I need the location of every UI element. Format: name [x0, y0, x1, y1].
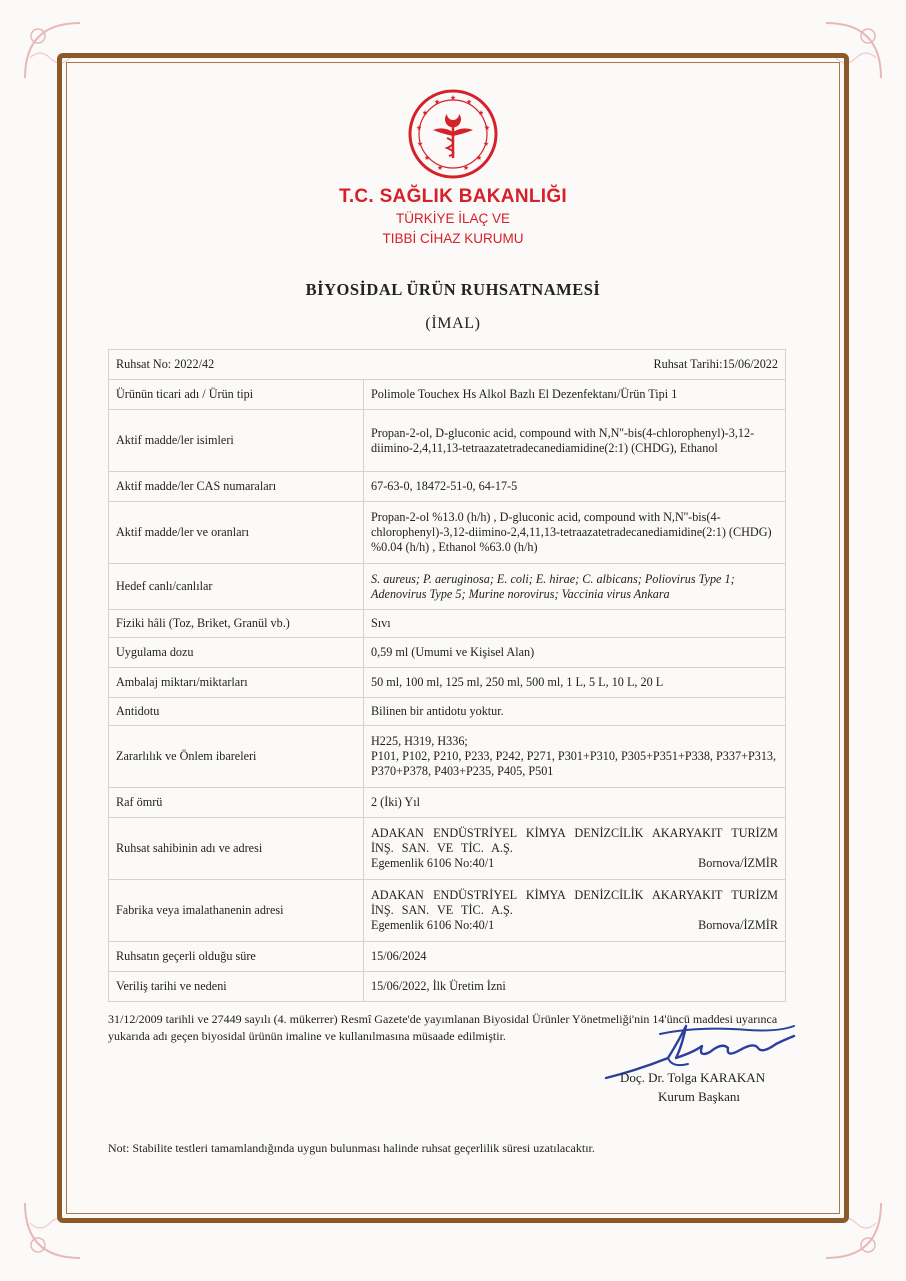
row-value: 15/06/2024: [364, 942, 786, 972]
company-name: ADAKAN ENDÜSTRİYEL KİMYA DENİZCİLİK AKARYAKIT TURİZM İNŞ. SAN. VE TİC. A.Ş.: [371, 826, 778, 855]
factory-street: Egemenlik 6106 No:40/1: [371, 918, 495, 932]
row-label: Ruhsatın geçerli olduğu süre: [109, 942, 364, 972]
row-value: S. aureus; P. aeruginosa; E. coli; E. hirae; C. albicans; Poliovirus Type 1; Adenovirus Type 5; Murine norovirus; Vaccinia virus Ankara: [364, 564, 786, 610]
row-label: Uygulama dozu: [109, 638, 364, 668]
agency-name-line2: TIBBİ CİHAZ KURUMU: [382, 231, 524, 246]
row-value: Propan-2-ol, D-gluconic acid, compound with N,N''-bis(4-chlorophenyl)-3,12-diimino-2,4,11,13-tetraazatetradecanediamidine(2:1) (CHDG), Ethanol: [364, 410, 786, 472]
row-value: 67-63-0, 18472-51-0, 64-17-5: [364, 472, 786, 502]
table-row: [109, 698, 786, 726]
table-row: [109, 410, 786, 472]
document-title: BİYOSİDAL ÜRÜN RUHSATNAMESİ: [305, 280, 601, 299]
ministry-title: T.C. SAĞLIK BAKANLIĞI: [339, 186, 567, 207]
table-row: [109, 668, 786, 698]
svg-text:★: ★: [482, 140, 490, 148]
row-value: 50 ml, 100 ml, 125 ml, 250 ml, 500 ml, 1 L, 5 L, 10 L, 20 L: [364, 668, 786, 698]
svg-text:★: ★: [449, 94, 457, 102]
svg-text:★: ★: [462, 164, 470, 172]
row-value: [364, 818, 786, 880]
row-value: [364, 880, 786, 942]
svg-text:★: ★: [415, 124, 423, 132]
svg-text:★: ★: [465, 98, 473, 106]
table-row: [109, 788, 786, 818]
table-row: [109, 472, 786, 502]
document-subtitle: (İMAL): [425, 315, 481, 332]
row-label: Ambalaj miktarı/miktarları: [109, 668, 364, 698]
company-street: Egemenlik 6106 No:40/1: [371, 856, 495, 870]
svg-text:★: ★: [421, 109, 429, 117]
permit-details-table: [108, 349, 786, 1002]
row-value: Propan-2-ol %13.0 (h/h) , D-gluconic acid, compound with N,N''-bis(4-chlorophenyl)-3,12-diimino-2,4,11,13-tetraazatetradecanediamidine(2:1) (CHDG) %0.04 (h/h) , Ethanol %63.0 (h/h): [364, 502, 786, 564]
svg-text:★: ★: [433, 98, 441, 106]
row-label: Fabrika veya imalathanenin adresi: [109, 880, 364, 942]
authorization-statement: 31/12/2009 tarihli ve 27449 sayılı (4. mükerrer) Resmî Gazete'de yayımlanan Biyosidal Ürünler Yönetmeliği'nin 14'üncü maddesi uyarınca yukarıda adı geçen biyosidal ürünün imaline ve kullanılmasına müsaade edilmiştir.: [108, 1012, 778, 1043]
table-row: [109, 726, 786, 788]
footnote: Not: Stabilite testleri tamamlandığında uygun bulunması halinde ruhsat geçerlilik süresi uzatılacaktır.: [108, 1141, 595, 1155]
precaution-statements: P101, P102, P210, P233, P242, P271, P301+P310, P305+P351+P338, P337+P313, P370+P378, P403+P235, P405, P501: [371, 749, 777, 778]
signer-name: Doç. Dr. Tolga KARAKAN: [620, 1070, 766, 1085]
svg-text:★: ★: [483, 124, 491, 132]
row-label: Raf ömrü: [109, 788, 364, 818]
svg-text:★: ★: [475, 154, 483, 162]
table-row: [109, 564, 786, 610]
permit-header-cell: [109, 350, 786, 380]
permit-number: Ruhsat No: 2022/42: [116, 357, 215, 371]
svg-text:★: ★: [416, 140, 424, 148]
row-label: Hedef canlı/canlılar: [109, 564, 364, 610]
company-city: Bornova/İZMİR: [698, 856, 778, 870]
row-label: Veriliş tarihi ve nedeni: [109, 972, 364, 1002]
table-row: [109, 350, 786, 380]
table-row: [109, 818, 786, 880]
factory-city: Bornova/İZMİR: [698, 918, 778, 932]
row-value: Bilinen bir antidotu yoktur.: [364, 698, 786, 726]
svg-text:★: ★: [436, 164, 444, 172]
svg-text:★: ★: [423, 154, 431, 162]
row-label: Aktif madde/ler ve oranları: [109, 502, 364, 564]
row-label: Aktif madde/ler CAS numaraları: [109, 472, 364, 502]
row-value: Sıvı: [364, 610, 786, 638]
table-row: [109, 942, 786, 972]
ministry-logo-icon: [407, 88, 499, 180]
table-row: [109, 380, 786, 410]
hazard-statements: H225, H319, H336;: [371, 734, 468, 748]
permit-date: Ruhsat Tarihi:15/06/2022: [653, 357, 778, 371]
table-row: [109, 972, 786, 1002]
row-value: 2 (İki) Yıl: [364, 788, 786, 818]
row-value: Polimole Touchex Hs Alkol Bazlı El Dezenfektanı/Ürün Tipi 1: [364, 380, 786, 410]
row-value: 15/06/2022, İlk Üretim İzni: [364, 972, 786, 1002]
row-label: Aktif madde/ler isimleri: [109, 410, 364, 472]
signer-title: Kurum Başkanı: [658, 1089, 740, 1104]
table-row: [109, 638, 786, 668]
agency-name-line1: TÜRKİYE İLAÇ VE: [395, 211, 511, 226]
factory-name: ADAKAN ENDÜSTRİYEL KİMYA DENİZCİLİK AKARYAKIT TURİZM İNŞ. SAN. VE TİC. A.Ş.: [371, 888, 778, 917]
row-label: Antidotu: [109, 698, 364, 726]
row-label: Zararlılık ve Önlem ibareleri: [109, 726, 364, 788]
row-label: Ruhsat sahibinin adı ve adresi: [109, 818, 364, 880]
row-label: Fiziki hâli (Toz, Briket, Granül vb.): [109, 610, 364, 638]
row-value: 0,59 ml (Umumi ve Kişisel Alan): [364, 638, 786, 668]
table-row: [109, 502, 786, 564]
row-value: [364, 726, 786, 788]
table-row: [109, 880, 786, 942]
table-row: [109, 610, 786, 638]
row-label: Ürünün ticari adı / Ürün tipi: [109, 380, 364, 410]
svg-text:★: ★: [477, 109, 485, 117]
